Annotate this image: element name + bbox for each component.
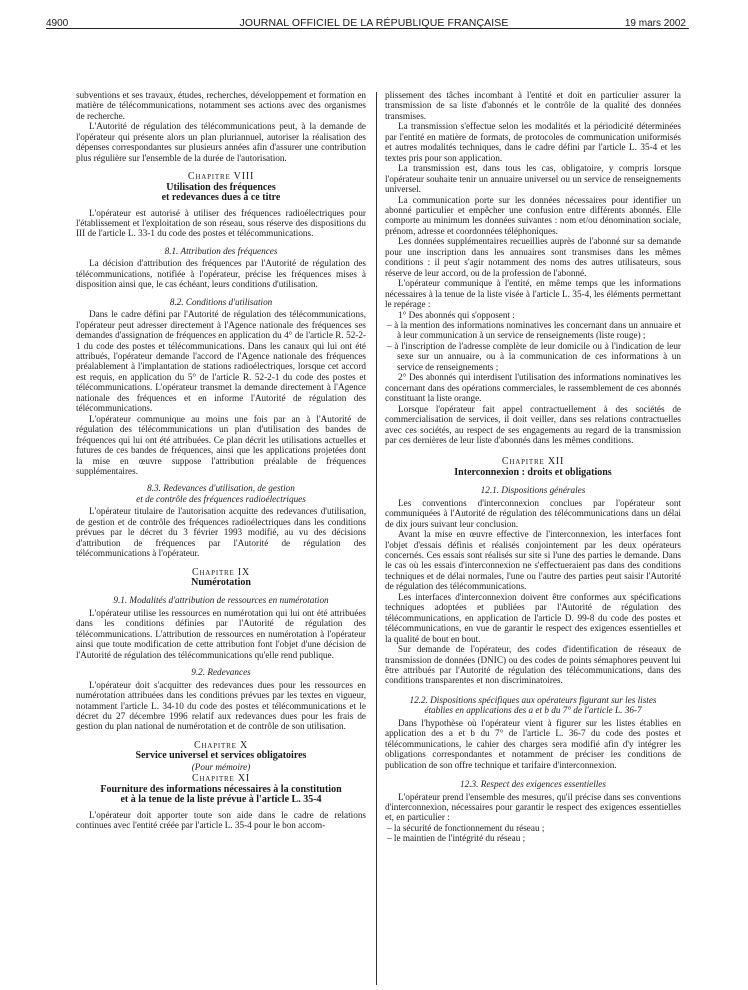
chapter-subtitle: (Pour mémoire) xyxy=(191,761,251,772)
paragraph: Dans l'hypothèse où l'opérateur vient à figurer sur les listes établies en application des a et b du 7° de l'article L. 36-7 du code des postes et télécommunications, le cahier des charges sera modifié afin d'y intégrer les obligations correspondantes et notamment de préciser les conditions de publication de son offre technique et tarifaire d'interconnexion. xyxy=(385,717,681,770)
paragraph: L'opérateur doit s'acquitter des redevances dues pour les ressources en numérotation attribuées dans les conditions prévues par les textes en vigueur, notamment l'article L. 34-10 du code des postes et télécommunications et le décret du 27 décembre 1996 relatif aux redevances dues pour les frais de gestion du plan national de numérotation et de contrôle de son utilisation. xyxy=(76,679,366,732)
section-heading: 8.1. Attribution des fréquences xyxy=(164,245,278,256)
paragraph: Les interfaces d'interconnexion doivent être conformes aux spécifications techniques adoptées et publiées par l'Autorité de régulation des télécommunications, en application de l'article D. 99-8 du code des postes et télécommunications, en vue de garantir le respect des exigences essentielles et la qualité de bout en bout. xyxy=(385,591,681,644)
list-item: – à l'inscription de l'adresse complète de leur domicile ou à l'indication de leur sexe sur un annuaire, ou à la communication de ces informations à un service de renseignements ; xyxy=(385,341,681,372)
chapter-title: Numérotation xyxy=(191,577,251,589)
paragraph: Dans le cadre défini par l'Autorité de régulation des télécommunications, l'opérateur peut adresser directement à l'Agence nationale des fréquences ses demandes d'assignation de fréquences en application du 4° de l'article R. 52-2-1 du code des postes et télécommunications. Dans les canaux qui lui ont été attribués, l'opérateur demande l'accord de l'Agence nationale des fréquences préalablement à l'implantation de stations radioélectriques, lorsque cet accord est requis, en application du 5° de l'article R. 52-2-1 du code des postes et télécommunications. L'opérateur transmet la demande directement à l'Agence nationale des fréquences et en informe l'Autorité de régulation des télécommunications. xyxy=(76,309,366,414)
left-column xyxy=(76,90,366,831)
header-rule xyxy=(46,28,689,29)
section-heading: 12.2. Dispositions spécifiques aux opérateurs figurant sur les listes xyxy=(409,694,657,705)
list-item: – le maintien de l'intégrité du réseau ; xyxy=(385,833,681,843)
paragraph: L'Autorité de régulation des télécommunications peut, à la demande de l'opérateur qui présente alors un plan pluriannuel, autoriser la réalisation des dépenses correspondantes sur plusieurs années afin d'assurer une contribution plus régulière sur l'ensemble de la durée de l'autorisation. xyxy=(76,121,366,163)
paragraph: Les données supplémentaires recueillies auprès de l'abonné sur sa demande pour une inscription dans les annuaires sont transmises dans les mêmes conditions : il peut s'agir notamment des noms des autres utilisateurs, sous réserve de leur accord, ou de la profession de l'abonné. xyxy=(385,236,681,278)
chapter-number: Chapitre X xyxy=(194,739,248,751)
chapter-title: Fourniture des informations nécessaires à la constitution xyxy=(100,783,342,795)
page-number: 4900 xyxy=(46,18,69,29)
paragraph: Lorsque l'opérateur fait appel contractuellement à des sociétés de commercialisation de services, il doit veiller, dans ses relations contractuelles avec ces sociétés, au respect de ses engagements au regard de la transmission par ces dernières de leur liste d'abonnés dans les mêmes conditions. xyxy=(385,403,681,445)
paragraph: L'opérateur utilise les ressources en numérotation qui lui ont été attribuées dans les conditions définies par l'Autorité de régulation des télécommunications. L'attribution de ressources en numérotation à l'opérateur ainsi que toute modification de cette attribution font l'objet d'une décision de l'Autorité de régulation des télécommunications qu'elle rend publique. xyxy=(76,607,366,660)
list-item: – la sécurité de fonctionnement du réseau ; xyxy=(385,823,681,833)
paragraph: La décision d'attribution des fréquences par l'Autorité de régulation des télécommunications, notifiée à l'opérateur, précise les fréquences mises à disposition ainsi que, le cas échéant, leurs conditions d'utilisation. xyxy=(76,258,366,290)
chapter-title: et redevances dues à ce titre xyxy=(161,192,281,204)
paragraph: Les conventions d'interconnexion conclues par l'opérateur sont communiquées à l'Autorité de régulation des télécommunications dans un délai de dix jours suivant leur conclusion. xyxy=(385,497,681,529)
section-heading: 12.1. Dispositions générales xyxy=(480,485,586,496)
paragraph: La communication porte sur les données nécessaires pour identifier un abonné particulier et empêcher une confusion entre différents abonnés. Elle comporte au minimum les données suivantes : nom et/ou dénomination sociale, prénom, adresse et coordonnées téléphoniques. xyxy=(385,194,681,236)
chapter-number: Chapitre XI xyxy=(191,773,251,785)
paragraph: plissement des tâches incombant à l'entité et doit en particulier assurer la transmission de sa liste d'abonnés et le contrôle de la qualité des données transmises. xyxy=(385,90,681,121)
paragraph: La transmission est, dans tous les cas, obligatoire, y compris lorsque l'opérateur souhaite tenir un annuaire universel ou un service de renseignements universel. xyxy=(385,163,681,195)
paragraph: L'opérateur communique au moins une fois par an à l'Autorité de régulation des télécommunications un plan d'utilisation des bandes de fréquences qui lui ont été attribuées. Ce plan décrit les utilisations actuelles et futures de ces bandes de fréquences, ainsi que les applications projetées dont la mise en œuvre suppose l'attribution préalable de fréquences supplémentaires. xyxy=(76,413,366,476)
section-heading: et de contrôle des fréquences radioélectriques xyxy=(136,493,306,504)
paragraph: 2° Des abonnés qui interdisent l'utilisation des informations nominatives les concernant dans des opérations commerciales, le rassemblement de ces abonnés constituant la liste orange. xyxy=(385,372,681,404)
chapter-number: Chapitre VIII xyxy=(187,171,255,183)
section-heading: établies en applications des a et b du 7° de l'article L. 36-7 xyxy=(424,705,642,716)
chapter-number: Chapitre IX xyxy=(191,566,251,578)
list-item: – à la mention des informations nominatives les concernant dans un annuaire et à leur communication à un service de renseignements (liste rouge) ; xyxy=(385,320,681,341)
section-heading: 8.3. Redevances d'utilisation, de gestion xyxy=(147,483,295,494)
paragraph: L'opérateur est autorisé à utiliser des fréquences radioélectriques pour l'établissement et l'exploitation de son réseau, sous réserve des dispositions du III de l'article L. 33-1 du code des postes et télécommunications. xyxy=(76,207,366,239)
paragraph: L'opérateur communique à l'entité, en même temps que les informations nécessaires à la tenue de la liste visée à l'article L. 35-4, les éléments permettant le repérage : xyxy=(385,278,681,310)
paragraph: L'opérateur prend l'ensemble des mesures, qu'il précise dans ses conventions d'interconnexion, nécessaires pour garantir le respect des exigences essentielles et, en particulier : xyxy=(385,791,681,823)
chapter-title: Utilisation des fréquences xyxy=(166,181,276,193)
section-heading: 12.3. Respect des exigences essentielles xyxy=(460,779,606,790)
column-divider xyxy=(376,92,377,985)
journal-title: JOURNAL OFFICIEL DE LA RÉPUBLIQUE FRANÇAISE xyxy=(239,17,509,29)
section-heading: 9.2. Redevances xyxy=(191,667,251,678)
paragraph: La transmission s'effectue selon les modalités et la périodicité déterminées par l'entité en matière de formats, de protocoles de communication uniformisés et autres modalités techniques, dans le cadre défini par l'article L. 35-4 et les textes pris pour son application. xyxy=(385,121,681,163)
paragraph: 1° Des abonnés qui s'opposent : xyxy=(398,309,515,320)
paragraph: L'opérateur titulaire de l'autorisation acquitte des redevances d'utilisation, de gestion et de contrôle des fréquences radioélectriques dans les conditions prévues par le décret du 3 février 1993 modifié, au vu des décisions d'attribution de fréquences par l'Autorité de régulation des télécommunications à l'opérateur. xyxy=(76,506,366,559)
chapter-title: Service universel et services obligatoires xyxy=(135,750,307,762)
paragraph: L'opérateur doit apporter toute son aide dans le cadre de relations continues avec l'entité créée par l'article L. 35-4 pour le bon accom- xyxy=(76,809,366,831)
issue-date: 19 mars 2002 xyxy=(624,18,686,29)
page-header xyxy=(0,8,748,28)
right-column xyxy=(385,90,681,844)
paragraph: Avant la mise en œuvre effective de l'interconnexion, les interfaces font l'objet d'essais définis et réalisés conjointement par les deux opérateurs concernés. Ces essais sont réalisés sur site si l'une des parties le demande. Dans le cas où les essais d'interconnexion ne s'effectueraient pas dans des conditions techniques et de délai normales, l'une ou l'autre des parties peut saisir l'Autorité de régulation des télécommunications. xyxy=(385,529,681,592)
chapter-title: et à la tenue de la liste prévue à l'article L. 35-4 xyxy=(120,794,322,806)
chapter-title: Interconnexion : droits et obligations xyxy=(454,466,612,478)
paragraph: Sur demande de l'opérateur, des codes d'identification de réseaux de transmission de données (DNIC) ou des codes de points sémaphores peuvent lui être attribués par l'Autorité de régulation des télécommunications, dans des conditions transparentes et non discriminatoires. xyxy=(385,644,681,686)
section-heading: 8.2. Conditions d'utilisation xyxy=(169,296,273,307)
chapter-number: Chapitre XII xyxy=(501,456,565,468)
paragraph: subventions et ses travaux, études, recherches, développement et formation en matière de télécommunications, notamment ses actions avec des organismes de recherche. xyxy=(76,90,366,121)
section-heading: 9.1. Modalités d'attribution de ressources en numérotation xyxy=(113,595,329,606)
